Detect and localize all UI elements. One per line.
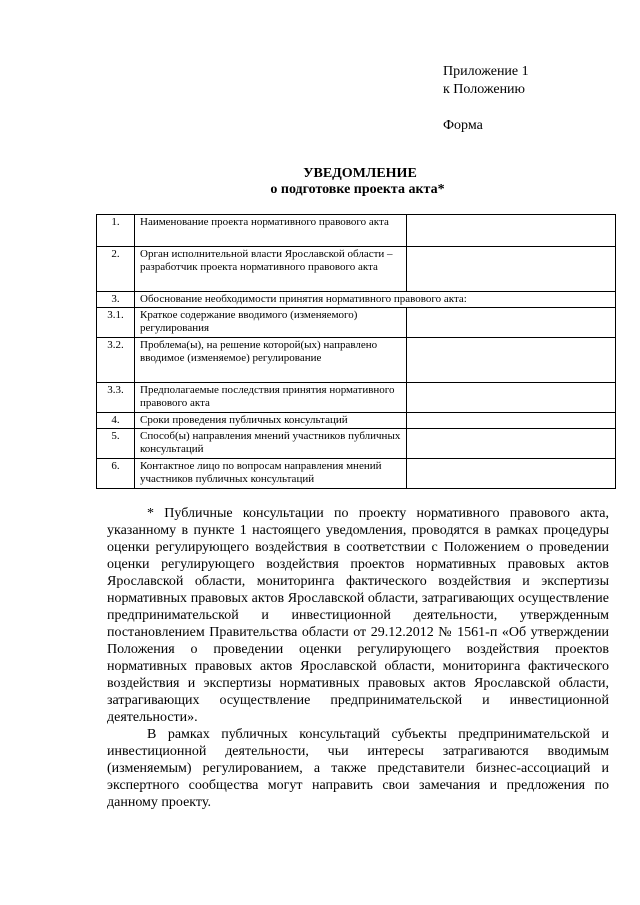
row-value — [407, 215, 616, 247]
row-number: 1. — [97, 215, 135, 247]
row-number: 3. — [97, 292, 135, 308]
table-row — [97, 247, 616, 292]
row-label: Предполагаемые последствия принятия нормативного правового акта — [135, 383, 407, 413]
row-value — [407, 459, 616, 489]
row-number: 2. — [97, 247, 135, 292]
row-value — [407, 308, 616, 338]
title-subtitle: о подготовке проекта акта* — [270, 182, 445, 197]
row-label: Контактное лицо по вопросам направления мнений участников публичных консультаций — [135, 459, 407, 489]
form-label: Форма — [443, 118, 483, 133]
row-label: Краткое содержание вводимого (изменяемого) регулирования — [135, 308, 407, 338]
row-value — [407, 247, 616, 292]
appendix-header — [443, 63, 529, 135]
row-number: 5. — [97, 429, 135, 459]
appendix-number: Приложение 1 — [443, 64, 529, 79]
row-label: Способ(ы) направления мнений участников публичных консультаций — [135, 429, 407, 459]
footnote-paragraph: В рамках публичных консультаций субъекты предпринимательской и инвестиционной деятельности, чьи интересы затрагиваются вводимым (изменяемым) регулированием, а также представители бизнес-ассоциаций и экспертного сообщества могут направить свои замечания и предложения по данному проекту. — [107, 727, 609, 810]
table-row — [97, 292, 616, 308]
table-row — [97, 383, 616, 413]
row-number: 3.2. — [97, 338, 135, 383]
row-number: 3.3. — [97, 383, 135, 413]
footnote-section — [107, 505, 609, 811]
row-value — [407, 429, 616, 459]
row-value — [407, 413, 616, 429]
table-row — [97, 429, 616, 459]
row-number: 3.1. — [97, 308, 135, 338]
table-row — [97, 338, 616, 383]
row-label: Обоснование необходимости принятия нормативного правового акта: — [135, 292, 616, 308]
row-value — [407, 383, 616, 413]
row-number: 4. — [97, 413, 135, 429]
footnote-paragraph: * Публичные консультации по проекту нормативного правового акта, указанному в пункте 1 настоящего уведомления, проводятся в рамках процедуры оценки регулирующего воздействия в соответствии с Положением о проведении оценки регулирующего воздействия проектов нормативных правовых актов Ярославской области, мониторинга фактического воздействия и экспертизы нормативных правовых актов Ярославской области, затрагивающих осуществление предпринимательской и инвестиционной деятельности, утвержденным постановлением Правительства области от 29.12.2012 № 1561-п «Об утверждении Положения о проведении оценки регулирующего воздействия проектов нормативных правовых актов Ярославской области, мониторинга фактического воздействия и экспертизы нормативных правовых актов Ярославской области, затрагивающих осуществление предпринимательской и инвестиционной деятельности». — [107, 506, 609, 725]
table-row — [97, 308, 616, 338]
title-main: УВЕДОМЛЕНИЕ — [303, 166, 417, 181]
table-row — [97, 459, 616, 489]
appendix-reference: к Положению — [443, 82, 526, 97]
row-number: 6. — [97, 459, 135, 489]
row-value — [407, 338, 616, 383]
row-label: Орган исполнительной власти Ярославской области – разработчик проекта нормативного правового акта — [135, 247, 407, 292]
row-label: Проблема(ы), на решение которой(ых) направлено вводимое (изменяемое) регулирование — [135, 338, 407, 383]
row-label: Сроки проведения публичных консультаций — [135, 413, 407, 429]
table-row — [97, 413, 616, 429]
document-title — [0, 166, 640, 198]
table-row — [97, 215, 616, 247]
notification-table — [96, 214, 616, 489]
row-label: Наименование проекта нормативного правового акта — [135, 215, 407, 247]
